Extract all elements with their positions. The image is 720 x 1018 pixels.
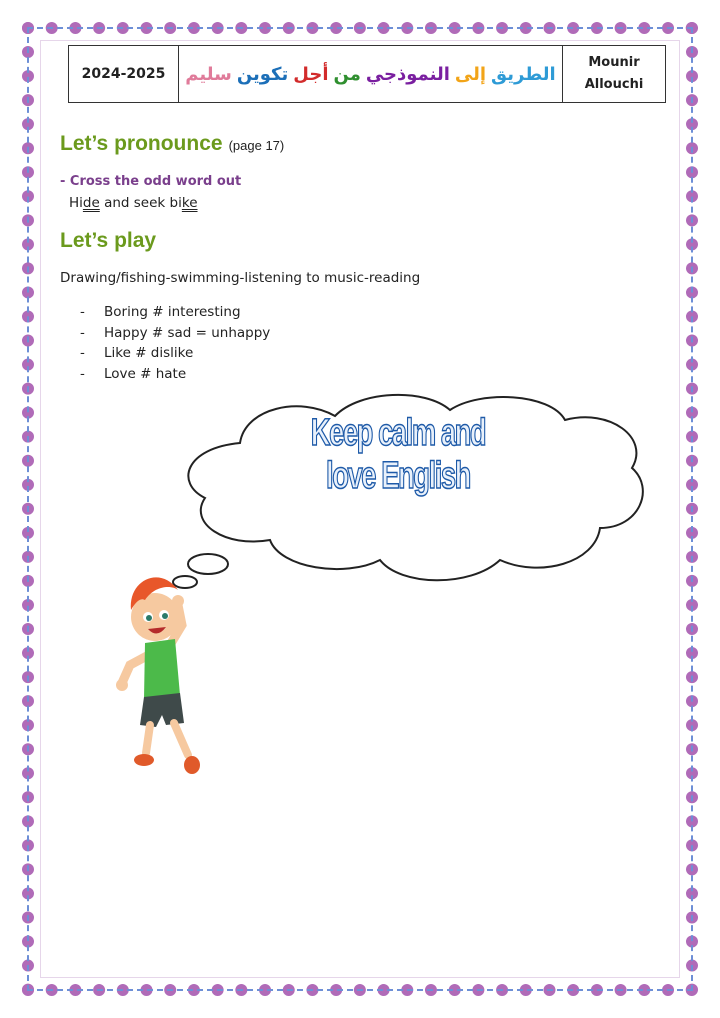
header-table: [68, 45, 666, 103]
title-word: الطريق: [491, 63, 556, 85]
section-heading-play: Let’s play: [60, 229, 157, 252]
list-item: - Happy # sad = unhappy: [80, 323, 270, 344]
page-reference: (page 17): [228, 138, 285, 153]
list-item: - Like # dislike: [80, 343, 270, 364]
arabic-title: [179, 46, 563, 102]
school-year: 2024-2025: [69, 46, 179, 102]
title-word: إلى: [454, 63, 487, 85]
list-item-text: Like # dislike: [104, 345, 194, 362]
boy-illustration: [100, 555, 220, 780]
title-word: من: [333, 63, 361, 85]
title-word: النموذجي: [365, 63, 450, 85]
word-list: [69, 195, 198, 211]
list-item: - Love # hate: [80, 364, 270, 385]
pronounce-heading-text: Let’s pronounce: [60, 132, 223, 155]
word-part: bi: [169, 195, 182, 211]
author-last-name: Allouchi: [584, 77, 644, 92]
word-part: Hi: [69, 195, 83, 211]
section-heading-pronounce: [60, 132, 284, 156]
title-word: أجل: [293, 63, 329, 85]
instruction-text: - Cross the odd word out: [60, 174, 242, 189]
word-part: and seek: [99, 195, 170, 211]
underlined-sound: de: [82, 195, 100, 211]
list-item-text: Love # hate: [104, 365, 187, 382]
list-item: - Boring # interesting: [80, 302, 270, 323]
cloud-text: Keep calm and love English: [310, 412, 486, 497]
underlined-sound: ke: [181, 195, 198, 211]
author-name: [563, 46, 665, 102]
title-word: تكوين: [236, 63, 289, 85]
list-item-text: Boring # interesting: [104, 304, 241, 320]
activities-line: Drawing/fishing-swimming-listening to music-reading: [60, 270, 421, 286]
author-first-name: Mounir: [588, 55, 640, 70]
title-word: سليم: [185, 63, 232, 85]
antonym-list: [80, 302, 270, 384]
list-item-text: Happy # sad = unhappy: [104, 324, 271, 341]
